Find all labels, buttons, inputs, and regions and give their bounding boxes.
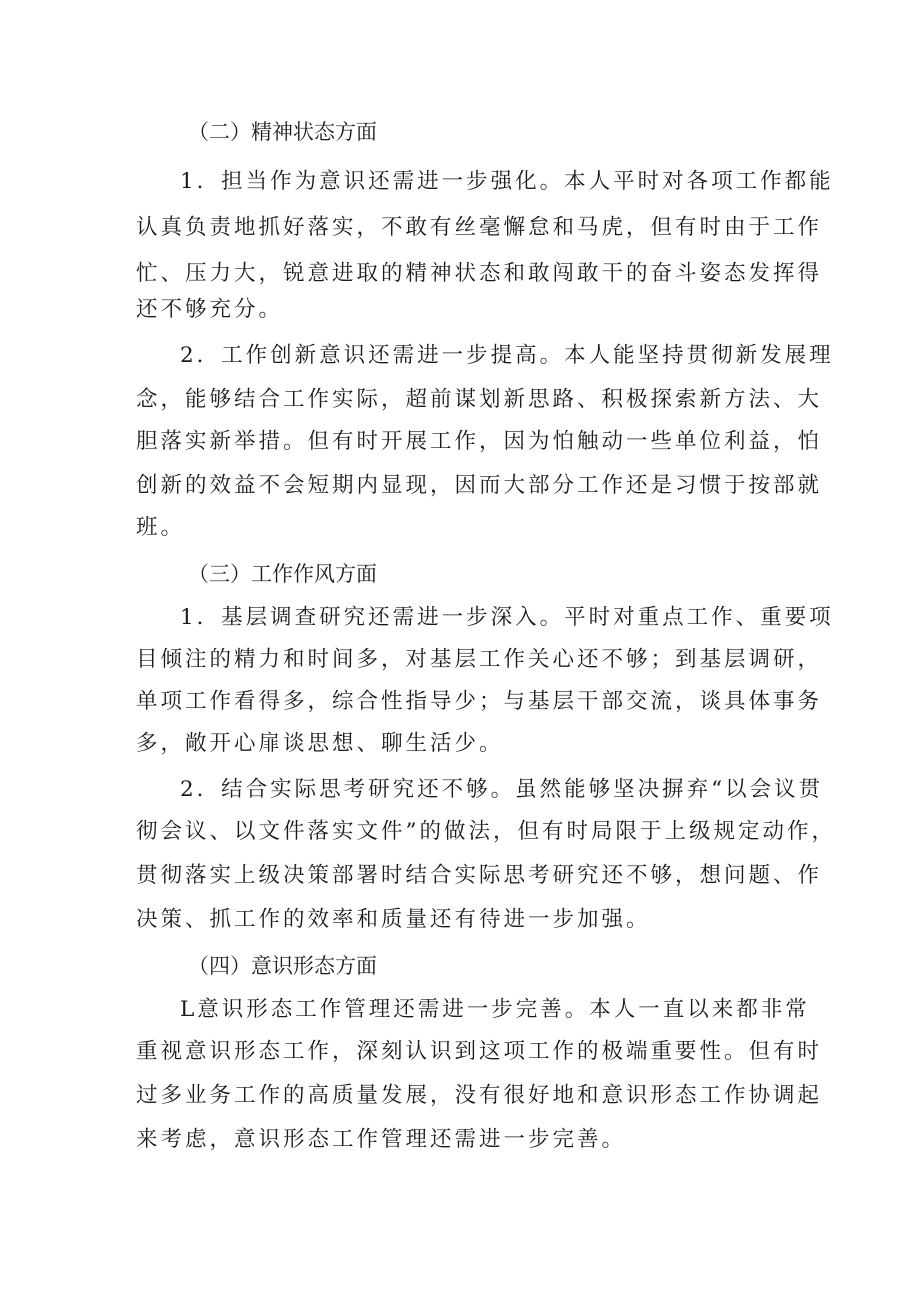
- paragraph-line: 1．担当作为意识还需进一步强化。本人平时对各项工作都能: [180, 169, 834, 194]
- section-heading: （四）意识形态方面: [188, 954, 377, 978]
- paragraph-line: L意识形态工作管理还需进一步完善。本人一直以来都非常: [180, 997, 810, 1022]
- section-heading: （三）工作作风方面: [188, 562, 377, 586]
- paragraph-line: 还不够充分。: [136, 297, 284, 322]
- paragraph-line: 决策、抓工作的效率和质量还有待进一步加强。: [136, 907, 651, 932]
- paragraph-line: 念，能够结合工作实际，超前谋划新思路、积极探索新方法、大: [136, 387, 823, 412]
- paragraph-line: 胆落实新举措。但有时开展工作，因为怕触动一些单位利益，怕: [136, 429, 823, 454]
- paragraph-line: 单项工作看得多，综合性指导少；与基层干部交流，谈具体事务: [136, 689, 823, 714]
- paragraph-line: 目倾注的精力和时间多，对基层工作关心还不够；到基层调研，: [136, 647, 823, 672]
- paragraph-line: 创新的效益不会短期内显现，因而大部分工作还是习惯于按部就: [136, 473, 823, 498]
- paragraph-line: 多，敞开心扉谈思想、聊生活少。: [136, 731, 504, 756]
- paragraph-line: 忙、压力大，锐意进取的精神状态和敢闯敢干的奋斗姿态发挥得: [136, 261, 823, 286]
- paragraph-line: 班。: [136, 515, 186, 540]
- paragraph-line: 来考虑，意识形态工作管理还需进一步完善。: [136, 1127, 627, 1152]
- paragraph-line: 2．工作创新意识还需进一步提高。本人能坚持贯彻新发展理: [180, 343, 834, 368]
- paragraph-line: 2．结合实际思考研究还不够。虽然能够坚决摒弃“以会议贯: [180, 777, 824, 802]
- section-heading: （二）精神状态方面: [188, 120, 377, 144]
- paragraph-line: 过多业务工作的高质量发展，没有很好地和意识形态工作协调起: [136, 1083, 823, 1108]
- paragraph-line: 重视意识形态工作，深刻认识到这项工作的极端重要性。但有时: [136, 1039, 823, 1064]
- paragraph-line: 1．基层调查研究还需进一步深入。平时对重点工作、重要项: [180, 605, 834, 630]
- paragraph-line: 彻会议、以文件落实文件”的做法，但有时局限于上级规定动作，: [136, 819, 836, 844]
- paragraph-line: 贯彻落实上级决策部署时结合实际思考研究还不够，想问题、作: [136, 863, 823, 888]
- paragraph-line: 认真负责地抓好落实，不敢有丝毫懈怠和马虎，但有时由于工作: [136, 215, 823, 240]
